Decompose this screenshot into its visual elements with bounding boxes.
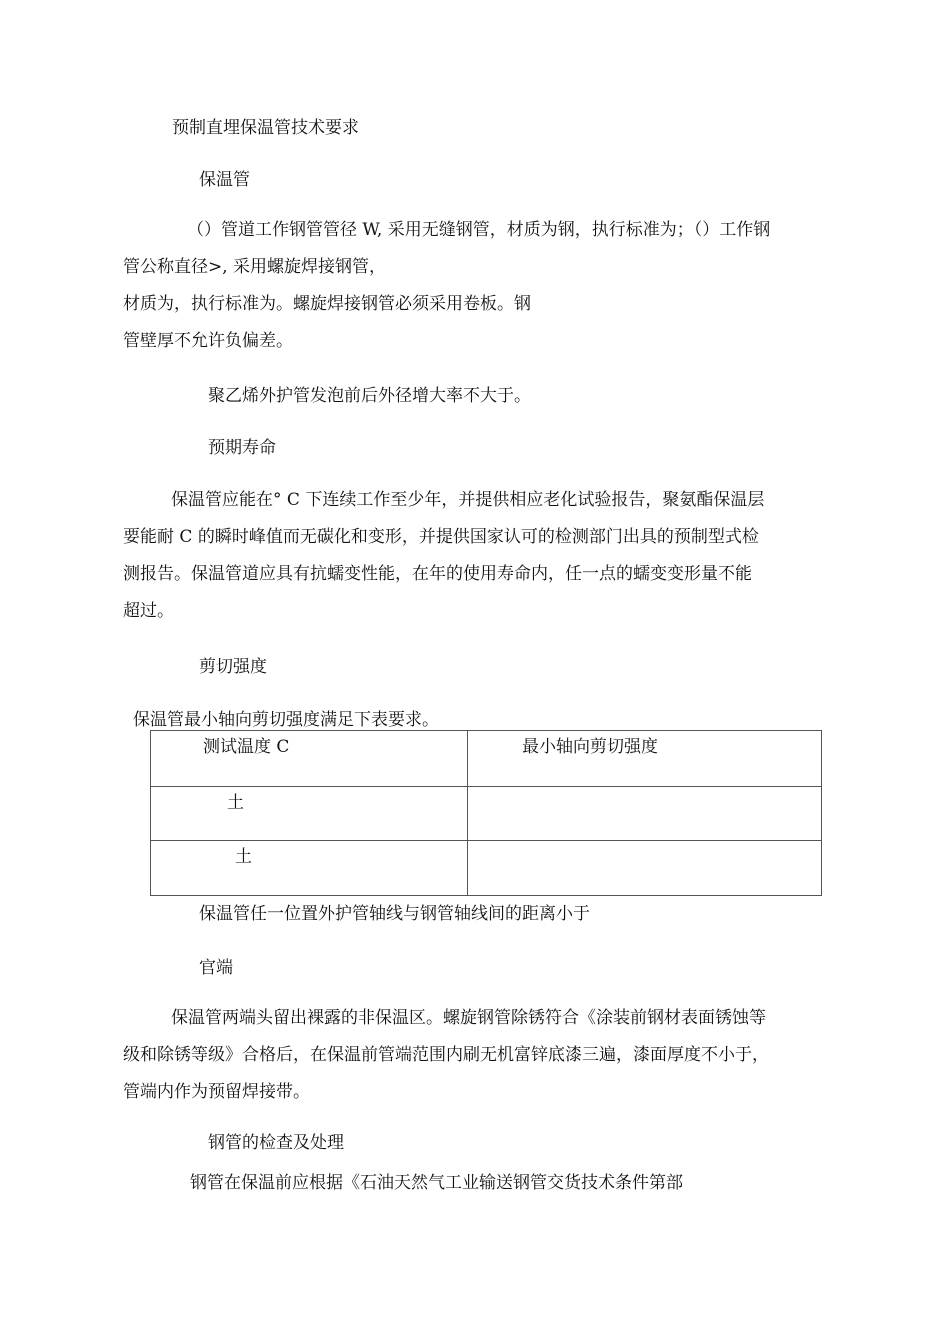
table-row [151, 787, 822, 841]
paragraph-steel-pipe [123, 212, 859, 360]
axis-distance-note: 保温管任一位置外护管轴线与钢管轴线间的距离小于 [199, 904, 590, 924]
table-cell [151, 841, 468, 896]
paragraph-line: （）管道工作钢管管径 W, 采用无缝钢管，材质为钢，执行标准为；（）工作钢 [187, 220, 771, 240]
table-header-cell [151, 731, 468, 787]
paragraph-line: 超过。 [123, 601, 174, 621]
table-header-row [151, 731, 822, 787]
doc-title: 预制直埋保温管技术要求 [172, 118, 359, 138]
section-heading-pipe-end: 官端 [199, 958, 233, 978]
paragraph-line: 要能耐 C 的瞬时峰值而无碳化和变形，并提供国家认可的检测部门出具的预制型式检 [123, 527, 759, 547]
paragraph-line: 管端内作为预留焊接带。 [123, 1082, 310, 1102]
paragraph-line: 管公称直径>, 采用螺旋焊接钢管， [123, 257, 387, 277]
paragraph-line: 管壁厚不允许负偏差。 [123, 331, 293, 351]
paragraph-pipe-end [123, 1000, 859, 1111]
shear-strength-table [150, 730, 822, 896]
table-row [151, 841, 822, 896]
cell-temperature: 土 [227, 793, 244, 813]
header-min-shear-strength: 最小轴向剪切强度 [522, 737, 658, 757]
table-header-cell [468, 731, 822, 787]
section-heading-insulation-pipe: 保温管 [199, 170, 250, 190]
paragraph-line: 测报告。保温管道应具有抗蠕变性能，在年的使用寿命内，任一点的蠕变变形量不能 [123, 564, 752, 584]
table-cell [151, 787, 468, 841]
cell-temperature: 土 [235, 847, 252, 867]
paragraph-service-life [123, 482, 859, 630]
header-test-temperature: 测试温度 C [203, 737, 290, 757]
paragraph-line: 级和除锈等级》合格后，在保温前管端范围内刷无机富锌底漆三遍，漆面厚度不小于， [123, 1045, 769, 1065]
table-cell [468, 841, 822, 896]
section-heading-service-life: 预期寿命 [208, 438, 276, 458]
section-heading-shear-strength: 剪切强度 [199, 657, 267, 677]
note-outer-diameter: 聚乙烯外护管发泡前后外径增大率不大于。 [208, 386, 531, 406]
paragraph-line: 材质为，执行标准为。螺旋焊接钢管必须采用卷板。钢 [123, 294, 531, 314]
shear-intro: 保温管最小轴向剪切强度满足下表要求。 [133, 710, 439, 730]
paragraph-pipe-inspection: 钢管在保温前应根据《石油天然气工业输送钢管交货技术条件第部 [190, 1173, 683, 1193]
paragraph-line: 保温管应能在° C 下连续工作至少年，并提供相应老化试验报告，聚氨酯保温层 [171, 490, 765, 510]
table-cell [468, 787, 822, 841]
section-heading-pipe-inspection: 钢管的检查及处理 [208, 1133, 344, 1153]
paragraph-line: 保温管两端头留出裸露的非保温区。螺旋钢管除锈符合《涂装前钢材表面锈蚀等 [171, 1008, 766, 1028]
